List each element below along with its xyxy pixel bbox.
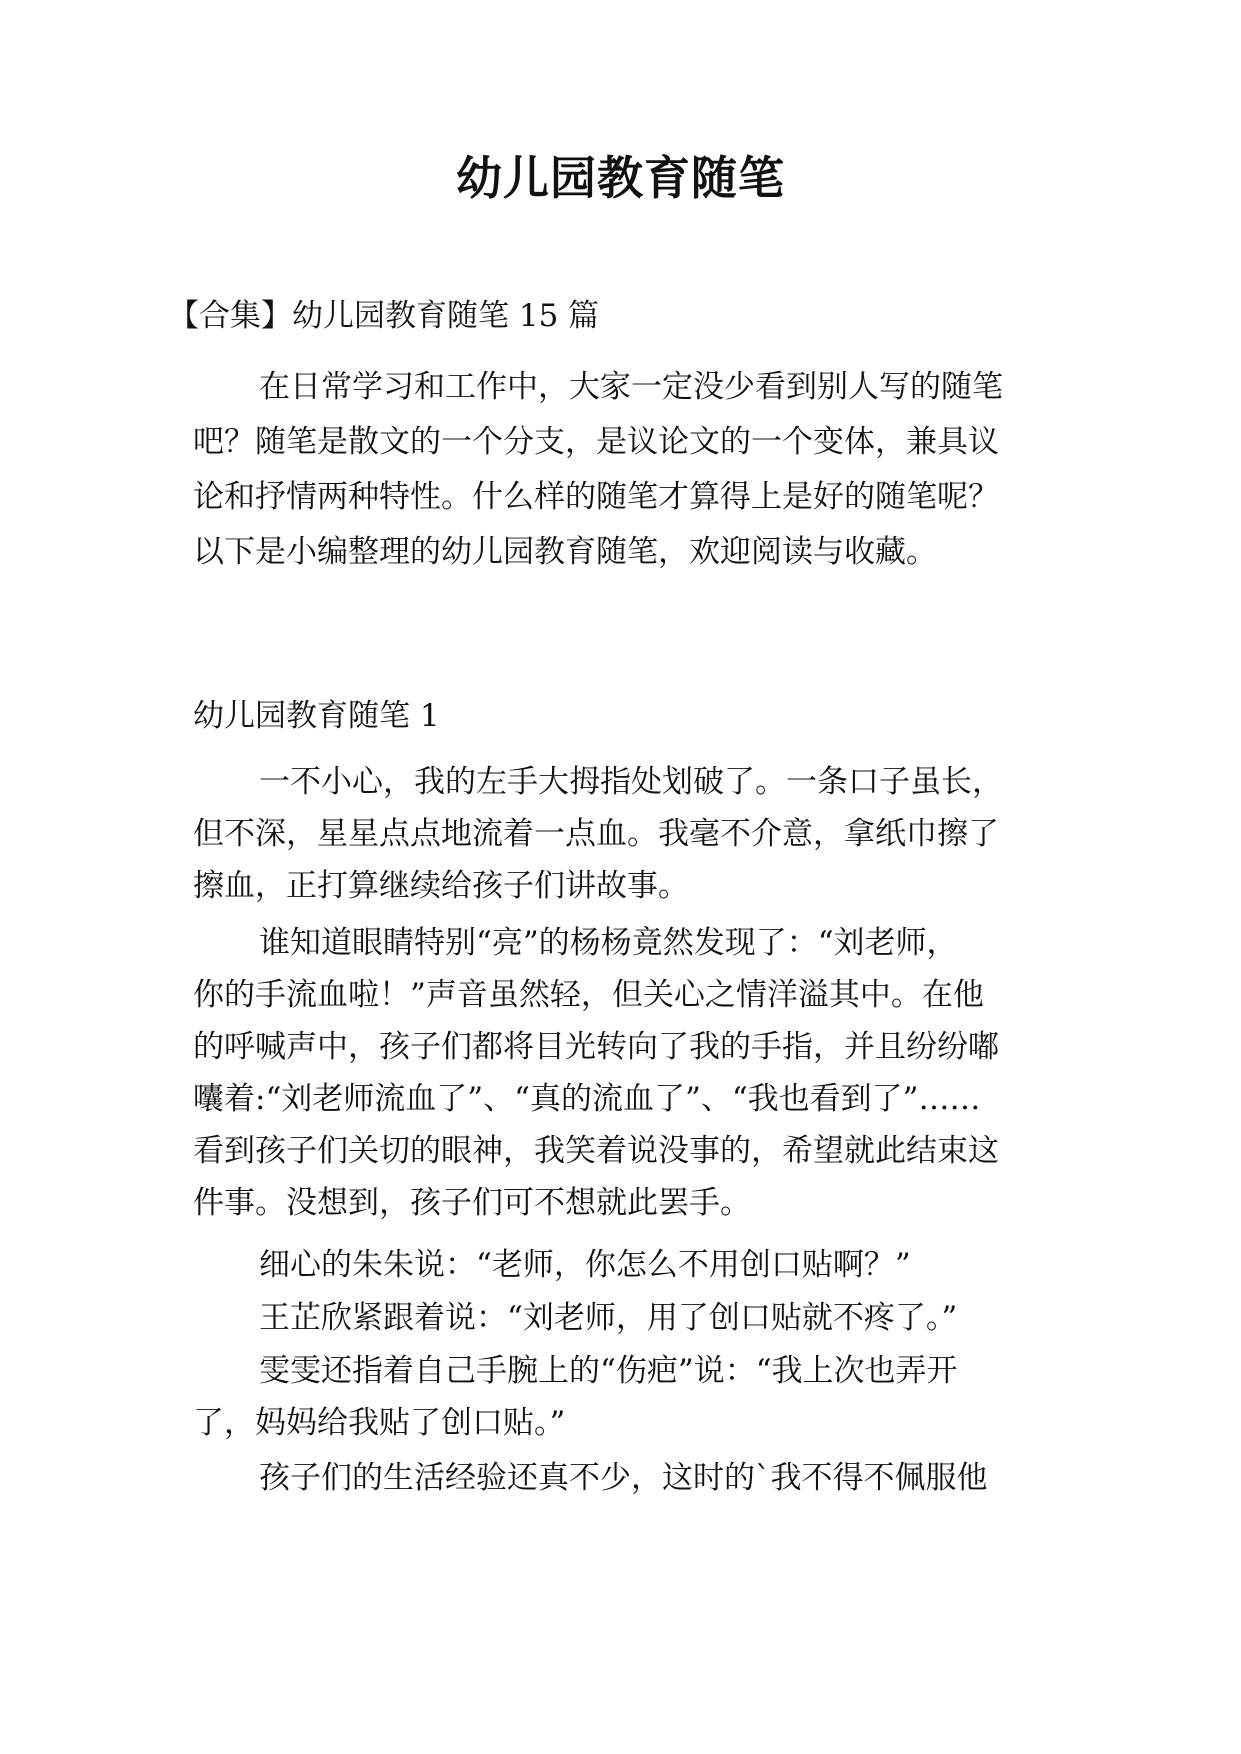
- section-heading: 幼儿园教育随笔 1: [193, 698, 440, 734]
- body-line: 但不深，星星点点地流着一点血。我毫不介意，拿纸巾擦了: [193, 816, 999, 852]
- body-line: 一不小心，我的左手大拇指处划破了。一条口子虽长，: [259, 764, 1003, 800]
- document-title: 幼儿园教育随笔: [456, 151, 785, 205]
- body-line: 谁知道眼睛特别“亮”的杨杨竟然发现了：“刘老师，: [259, 925, 958, 961]
- body-line: 细心的朱朱说：“老师，你怎么不用创口贴啊？”: [259, 1247, 911, 1283]
- intro-line: 在日常学习和工作中，大家一定没少看到别人写的随笔: [259, 369, 1003, 405]
- body-line: 看到孩子们关切的眼神，我笑着说没事的，希望就此结束这: [193, 1133, 999, 1169]
- body-line: 的呼喊声中，孩子们都将目光转向了我的手指，并且纷纷嘟: [193, 1029, 999, 1065]
- body-line: 囔着:“刘老师流血了”、“真的流血了”、“我也看到了”……: [193, 1081, 981, 1117]
- body-paragraph-5: [193, 1345, 1053, 1449]
- body-line: 了，妈妈给我贴了创口贴。”: [193, 1405, 566, 1441]
- body-line: 王芷欣紧跟着说：“刘老师，用了创口贴就不疼了。”: [259, 1300, 958, 1336]
- intro-line: 吧？随笔是散文的一个分支，是议论文的一个变体，兼具议: [193, 424, 999, 460]
- intro-line: 以下是小编整理的幼儿园教育随笔，欢迎阅读与收藏。: [193, 534, 937, 570]
- body-paragraph-4: [193, 1292, 1053, 1344]
- body-line: 你的手流血啦！”声音虽然轻，但关心之情洋溢其中。在他: [193, 977, 984, 1013]
- body-line: 擦血，正打算继续给孩子们讲故事。: [193, 868, 689, 904]
- body-line: 雯雯还指着自己手腕上的“伤疤”说：“我上次也弄开: [259, 1353, 958, 1389]
- body-line: 件事。没想到，孩子们可不想就此罢手。: [193, 1185, 751, 1221]
- body-line: 孩子们的生活经验还真不少，这时的`我不得不佩服他: [259, 1460, 988, 1496]
- intro-line: 论和抒情两种特性。什么样的随笔才算得上是好的随笔呢？: [193, 479, 999, 515]
- body-paragraph-2: [193, 917, 1053, 1229]
- document-subtitle: 【合集】幼儿园教育随笔 15 篇: [168, 298, 600, 334]
- body-paragraph-3: [193, 1239, 1053, 1291]
- body-paragraph-6: [193, 1452, 1053, 1504]
- intro-paragraph: [193, 360, 1053, 580]
- body-paragraph-1: [193, 756, 1053, 912]
